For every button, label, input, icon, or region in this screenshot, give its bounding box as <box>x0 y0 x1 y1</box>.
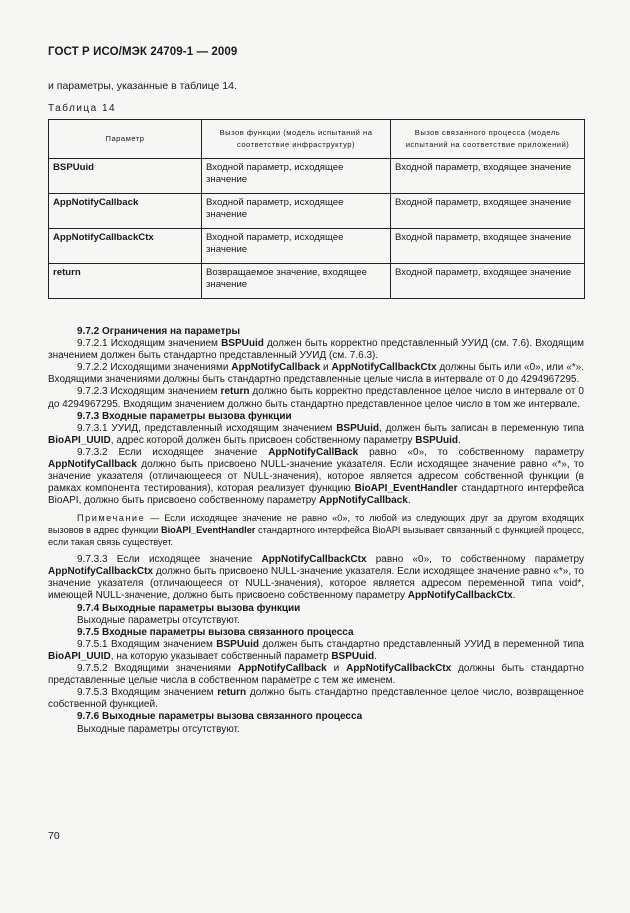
column-header-function-call: Вызов функции (модель испытаний на соответствие инфраструктур) <box>202 120 391 159</box>
paragraph-9-7-5-3: 9.7.5.3 Входящим значением return должно быть стандартно представленное целое число, возвращенное собственной функцией. <box>48 687 584 711</box>
cell-parameter: AppNotifyCallback <box>49 194 202 229</box>
paragraph-9-7-2-1: 9.7.2.1 Исходящим значением BSPUuid должен быть корректно представленный УУИД (см. 7.6). Входящим значением должен быть стандартно представленный УУИД (см. 7.6.3). <box>48 338 585 362</box>
paragraph-9-7-2-3: 9.7.2.3 Исходящим значением return должно быть корректно представленное целое число в интервале от 0 до 4294967295. Входящим значением должно быть стандартно представленное целое число в том же интервале. <box>48 386 584 410</box>
section-heading-9-7-4: 9.7.4 Выходные параметры вызова функции <box>77 602 301 614</box>
section-heading-9-7-3: 9.7.3 Входные параметры вызова функции <box>77 410 292 422</box>
body-text <box>48 326 584 736</box>
paragraph-9-7-2-2: 9.7.2.2 Исходящими значениями AppNotifyCallback и AppNotifyCallbackCtx должны быть или «0», или «*». Входящими значениями должны быть стандартно представленные целые числа в интервале от 0 до 4294967295. <box>48 362 584 386</box>
cell-parameter: AppNotifyCallbackCtx <box>49 229 202 264</box>
table-row <box>49 194 585 229</box>
cell-callback: Входной параметр, входящее значение <box>391 264 585 299</box>
cell-parameter: BSPUuid <box>49 159 202 194</box>
paragraph-9-7-5-2: 9.7.5.2 Входящими значениями AppNotifyCallback и AppNotifyCallbackCtx должны быть стандартно представленные целые числа в собственном параметре с тем же именем. <box>48 663 584 687</box>
page-number: 70 <box>48 830 60 842</box>
paragraph-9-7-4: Выходные параметры отсутствуют. <box>77 614 240 626</box>
note-paragraph: Примечание — Если исходящее значение не равно «0», то любой из следующих друг за другом входящих вызовов в адрес функции BioAPI_EventHandler стандартного интерфейса BioAPI вызывает связанный с функцией процесс, если такая связь существует. <box>48 513 585 547</box>
intro-line: и параметры, указанные в таблице 14. <box>48 80 237 92</box>
table-14 <box>48 119 585 299</box>
cell-function-call: Входной параметр, исходящее значение <box>202 159 391 194</box>
cell-parameter: return <box>49 264 202 299</box>
table-row <box>49 264 585 299</box>
section-heading-9-7-2: 9.7.2 Ограничения на параметры <box>77 326 241 337</box>
section-heading-9-7-6: 9.7.6 Выходные параметры вызова связанного процесса <box>77 711 363 723</box>
table-row <box>49 229 585 264</box>
cell-callback: Входной параметр, входящее значение <box>391 159 585 194</box>
cell-callback: Входной параметр, входящее значение <box>391 194 585 229</box>
cell-function-call: Возвращаемое значение, входящее значение <box>202 264 391 299</box>
cell-function-call: Входной параметр, исходящее значение <box>202 194 391 229</box>
cell-function-call: Входной параметр, исходящее значение <box>202 229 391 264</box>
table-header-row <box>49 120 585 159</box>
paragraph-9-7-3-2: 9.7.3.2 Если исходящее значение AppNotifyCallBack равно «0», то собственному параметру AppNotifyCallback должно быть присвоено NULL-значение указателя. Если исходящее значение равно «*», то значение указателя (отличающееся от NULL-значения), которое является адресом собственной функции (в рамках компонента тестирования), которая реализует функцию BioAPI_EventHandler стандартного интерфейса BioAPI, должно быть присвоено собственному параметру AppNotifyCallback. <box>48 446 584 507</box>
table-caption: Таблица 14 <box>48 103 117 114</box>
cell-callback: Входной параметр, входящее значение <box>391 229 585 264</box>
column-header-parameter: Параметр <box>49 120 202 159</box>
paragraph-9-7-5-1: 9.7.5.1 Входящим значением BSPUuid должен быть стандартно представленный УУИД в переменной типа BioAPI_UUID, на которую указывает собственный параметр BSPUuid. <box>48 638 584 662</box>
paragraph-9-7-6: Выходные параметры отсутствуют. <box>77 723 240 735</box>
paragraph-9-7-3-1: 9.7.3.1 УУИД, представленный исходящим значением BSPUuid, должен быть записан в переменную типа BioAPI_UUID, адрес которой должен быть присвоен собственному параметру BSPUuid. <box>48 422 584 446</box>
table-row <box>49 159 585 194</box>
document-header: ГОСТ Р ИСО/МЭК 24709-1 — 2009 <box>48 46 238 58</box>
paragraph-9-7-3-3: 9.7.3.3 Если исходящее значение AppNotifyCallbackCtx равно «0», то собственному параметру AppNotifyCallbackCtx должно быть присвоено NULL-значение указателя. Если исходящее значение равно «*», то значение указателя (отличающееся от NULL-значения), которое является адресом переменной типа void*, имеющей NULL-значение, должно быть присвоено собственному параметру AppNotifyCallbackCtx. <box>48 554 584 602</box>
column-header-callback: Вызов связанного процесса (модель испытаний на соответствие приложений) <box>391 120 585 159</box>
section-heading-9-7-5: 9.7.5 Входные параметры вызова связанного процесса <box>77 626 354 638</box>
